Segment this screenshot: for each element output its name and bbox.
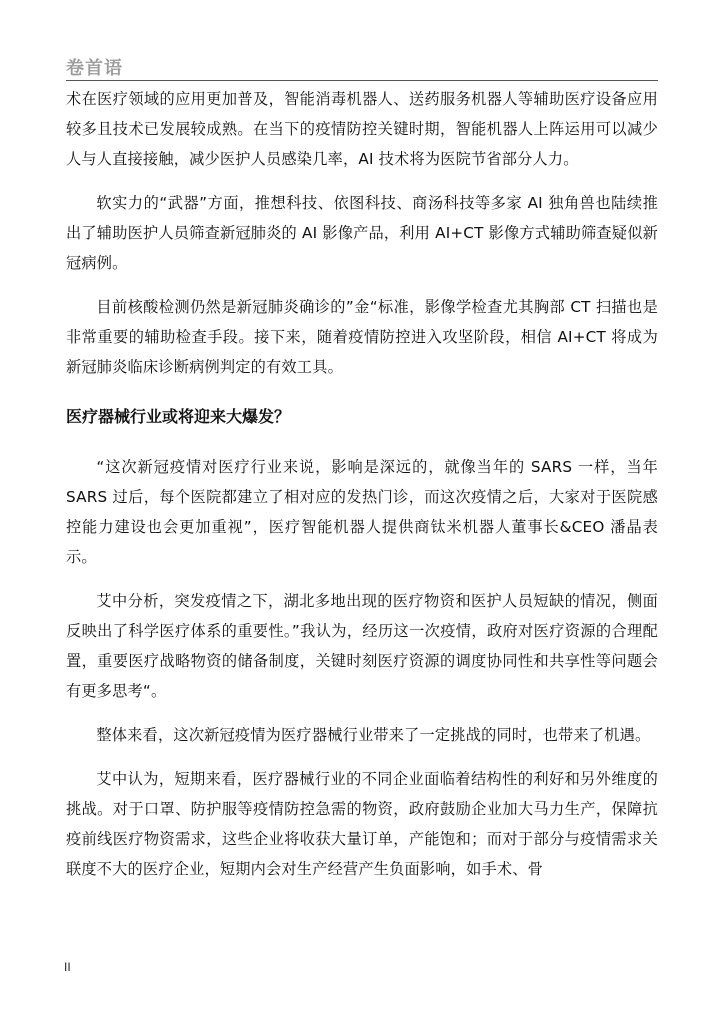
- paragraph-overall: 整体来看，这次新冠疫情为医疗器械行业带来了一定挑战的同时，也带来了机遇。: [96, 726, 651, 744]
- paragraph-quote-ceo: “这次新冠疫情对医疗行业来说，影响是深远的，就像当年的 SARS 一样，当年 SARS 过后，每个医院都建立了相对应的发热门诊，而这次疫情之后，大家对于医院感控能力建设也会更加重视”，医疗智能机器人提供商钛米机器人董事长&CEO 潘晶表示。: [66, 458, 658, 566]
- paragraph-analysis: 艾中分析，突发疫情之下，湖北多地出现的医疗物资和医护人员短缺的情况，侧面反映出了科学医疗体系的重要性。”我认为，经历这一次疫情，政府对医疗资源的合理配置，重要医疗战略物资的储备制度，关键时刻医疗资源的调度协同性和共享性等问题会有更多思考“。: [66, 592, 658, 700]
- page-number: II: [64, 960, 71, 974]
- running-header-title: 卷首语: [66, 58, 123, 79]
- paragraph-soft-power: 软实力的“武器”方面，推想科技、依图科技、商汤科技等多家 AI 独角兽也陆续推出了辅助医护人员筛查新冠肺炎的 AI 影像产品，利用 AI+CT 影像方式辅助筛查疑似新冠病例。: [66, 194, 658, 272]
- header-divider: [66, 80, 658, 81]
- paragraph-continuation: 术在医疗领域的应用更加普及，智能消毒机器人、送药服务机器人等辅助医疗设备应用较多且技术已发展较成熟。在当下的疫情防控关键时期，智能机器人上阵运用可以减少人与人直接接触，减少医护人员感染几率，AI 技术将为医院节省部分人力。: [66, 90, 658, 168]
- paragraph-short-term: 艾中认为，短期来看，医疗器械行业的不同企业面临着结构性的利好和另外维度的挑战。对于口罩、防护服等疫情防控急需的物资，政府鼓励企业加大马力生产，保障抗疫前线医疗物资需求，这些企业将收获大量订单，产能饱和；而对于部分与疫情需求关联度不大的医疗企业，短期内会对生产经营产生负面影响，如手术、骨: [66, 770, 658, 878]
- section-heading: 医疗器械行业或将迎来大爆发？: [66, 407, 291, 426]
- article-body: [66, 84, 658, 884]
- paragraph-nucleic-test: 目前核酸检测仍然是新冠肺炎确诊的”金“标准，影像学检查尤其胸部 CT 扫描也是非常重要的辅助检查手段。接下来，随着疫情防控进入攻坚阶段，相信 AI+CT 将成为新冠肺炎临床诊断病例判定的有效工具。: [66, 298, 658, 376]
